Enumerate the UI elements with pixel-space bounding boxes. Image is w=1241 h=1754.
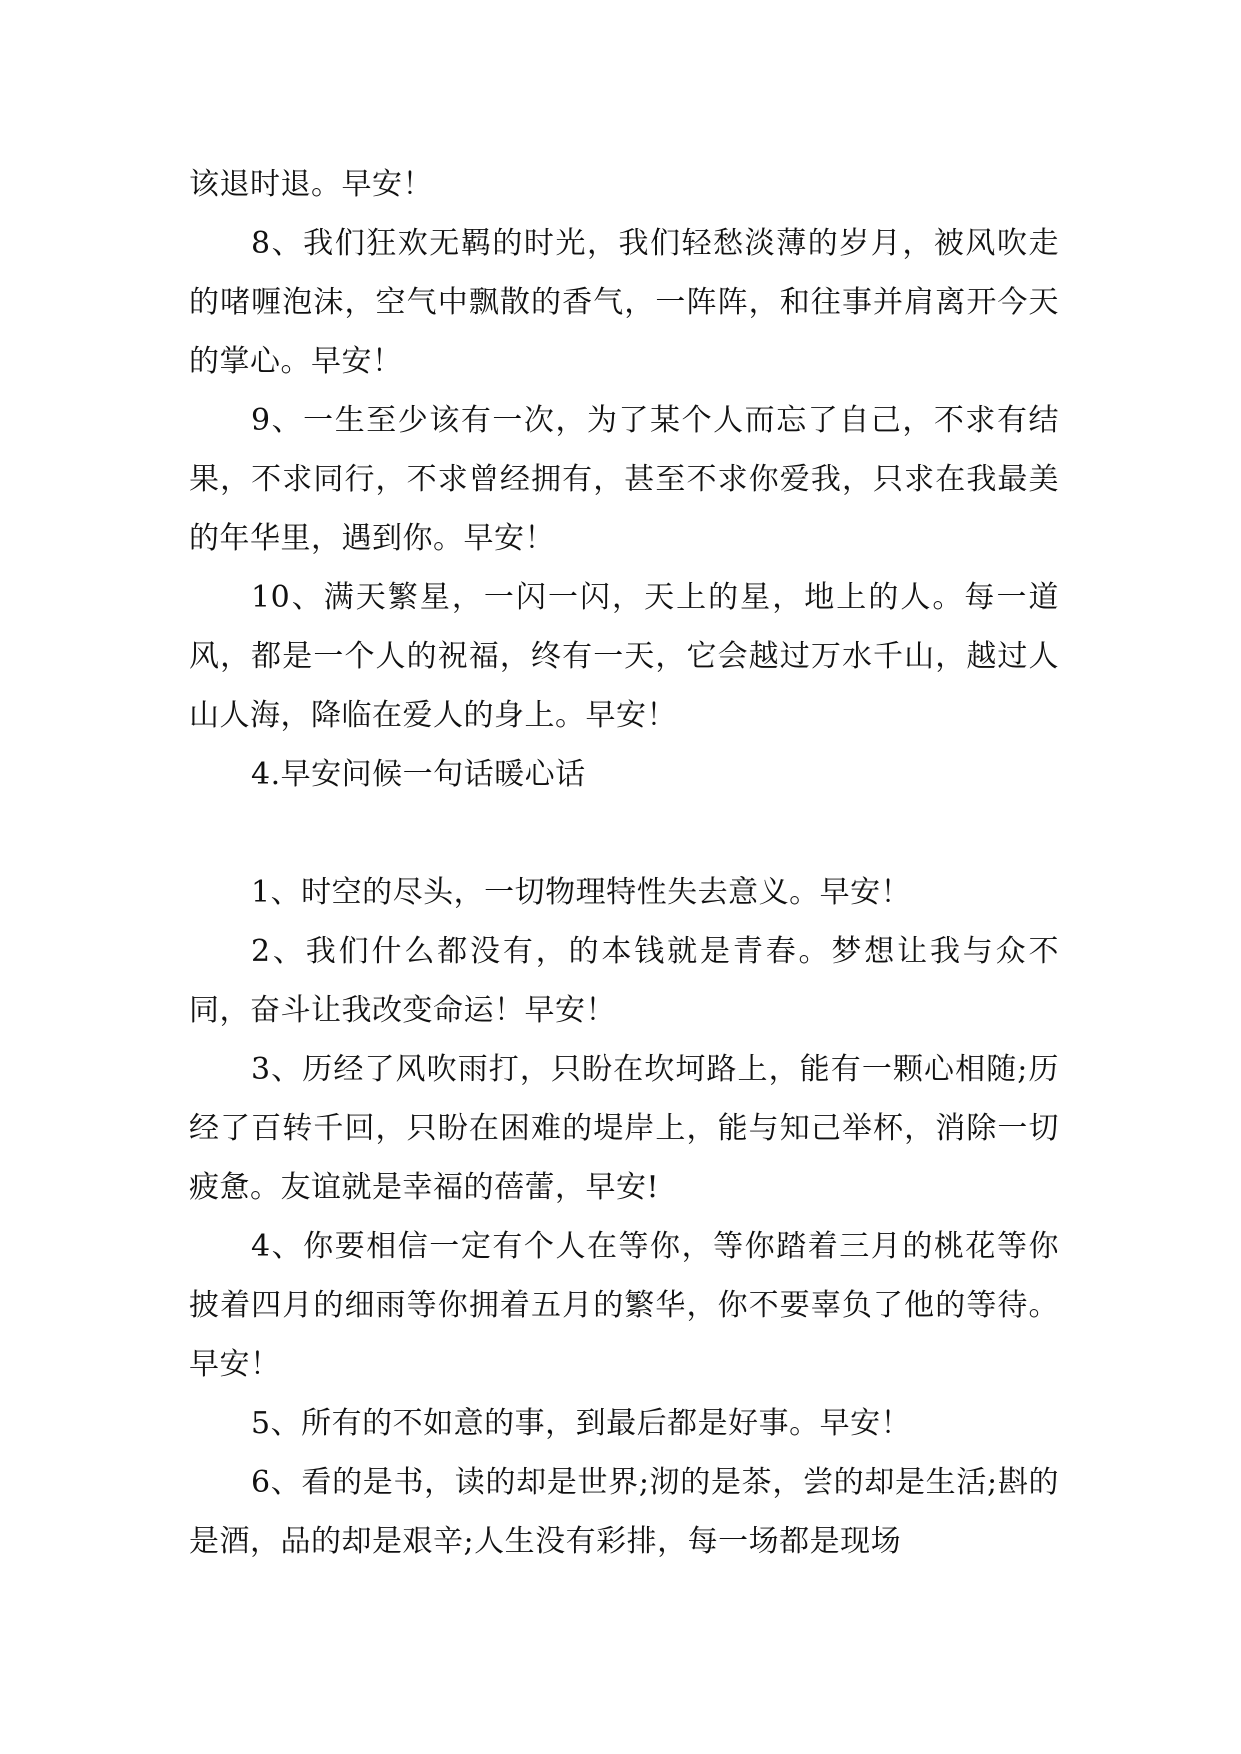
paragraph-item-3: 3、历经了风吹雨打，只盼在坎坷路上，能有一颗心相随;历经了百转千回，只盼在困难的堤岸上，能与知己举杯，消除一切疲惫。友谊就是幸福的蓓蕾，早安!	[189, 1052, 1059, 1205]
paragraph-item-10: 10、满天繁星，一闪一闪，天上的星，地上的人。每一道风，都是一个人的祝福，终有一天，它会越过万水千山，越过人山人海，降临在爱人的身上。早安！	[189, 580, 1059, 733]
paragraph-continuation: 该退时退。早安！	[189, 167, 433, 202]
paragraph-item-1: 1、时空的尽头，一切物理特性失去意义。早安！	[251, 875, 912, 910]
blank-line	[189, 804, 1059, 863]
section-heading: 4.早安问候一句话暖心话	[251, 757, 586, 792]
paragraph-item-6: 6、看的是书，读的却是世界;沏的是茶，尝的却是生活;斟的是酒，品的却是艰辛;人生没有彩排，每一场都是现场	[189, 1465, 1059, 1559]
paragraph-item-8: 8、我们狂欢无羁的时光，我们轻愁淡薄的岁月，被风吹走的啫喱泡沫，空气中飘散的香气，一阵阵，和往事并肩离开今天的掌心。早安！	[189, 226, 1059, 379]
paragraph-item-4: 4、你要相信一定有个人在等你，等你踏着三月的桃花等你披着四月的细雨等你拥着五月的繁华，你不要辜负了他的等待。早安！	[189, 1229, 1059, 1382]
paragraph-item-2: 2、我们什么都没有，的本钱就是青春。梦想让我与众不同，奋斗让我改变命运！早安！	[189, 934, 1059, 1028]
document-body	[189, 155, 1059, 1571]
paragraph-item-9: 9、一生至少该有一次，为了某个人而忘了自己，不求有结果，不求同行，不求曾经拥有，甚至不求你爱我，只求在我最美的年华里，遇到你。早安！	[189, 403, 1059, 556]
paragraph-item-5: 5、所有的不如意的事，到最后都是好事。早安！	[251, 1406, 912, 1441]
